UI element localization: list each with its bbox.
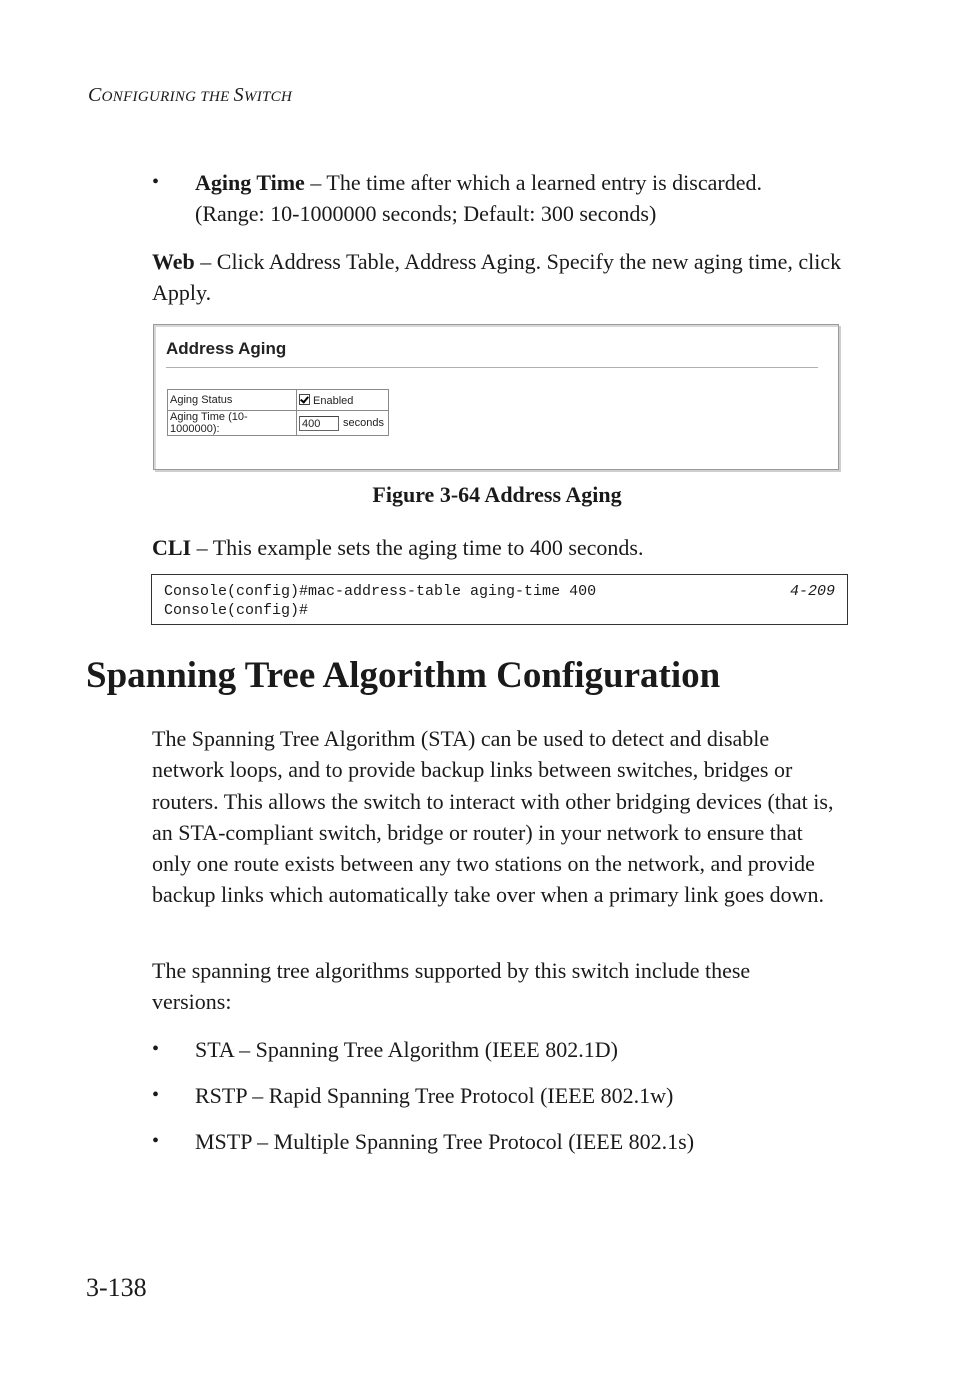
list-item: RSTP – Rapid Spanning Tree Protocol (IEEE 802.1w) bbox=[195, 1083, 674, 1108]
aging-time-cell bbox=[297, 411, 389, 436]
figure-divider bbox=[166, 367, 818, 368]
seconds-unit: seconds bbox=[343, 417, 384, 429]
running-header: CONFIGURING THE SWITCH bbox=[88, 84, 293, 106]
section-title: Spanning Tree Algorithm Configuration bbox=[86, 655, 721, 696]
enabled-checkbox[interactable] bbox=[299, 394, 310, 405]
list-item: MSTP – Multiple Spanning Tree Protocol (IEEE 802.1s) bbox=[195, 1129, 695, 1154]
bullet-marker: • bbox=[152, 1130, 160, 1152]
table-row bbox=[168, 411, 389, 436]
page-number: 3-138 bbox=[86, 1273, 147, 1302]
aging-time-label: Aging Time (10-1000000): bbox=[168, 411, 297, 436]
cli-instructions: CLI – This example sets the aging time to 400 seconds. bbox=[152, 535, 644, 560]
figure-caption: Figure 3-64 Address Aging bbox=[372, 482, 622, 507]
aging-time-input[interactable]: 400 bbox=[299, 416, 339, 431]
aging-settings-table bbox=[167, 389, 389, 436]
list-item: STA – Spanning Tree Algorithm (IEEE 802.1D) bbox=[195, 1037, 618, 1062]
bullet-text: Aging Time – The time after which a learned entry is discarded. (Range: 10-1000000 seconds; Default: 300 seconds) bbox=[195, 170, 762, 226]
bullet-marker: • bbox=[152, 1038, 160, 1060]
table-row bbox=[168, 390, 389, 411]
bullet-marker: • bbox=[152, 171, 160, 193]
aging-status-cell bbox=[297, 390, 389, 411]
aging-status-label: Aging Status bbox=[168, 390, 297, 411]
code-line: Console(config)# bbox=[164, 602, 309, 619]
sta-intro-paragraph: The Spanning Tree Algorithm (STA) can be used to detect and disable network loops, and to provide backup links between switches, bridges or routers. This allows the switch to interact with other bridging devices (that is, an STA-compliant switch, bridge or router) in your network to ensure that only one route exists between any two stations on the network, and provide backup links which automatically take over when a primary link goes down. bbox=[152, 726, 834, 908]
web-instructions: Web – Click Address Table, Address Aging. Specify the new aging time, click Apply. bbox=[152, 249, 842, 306]
bullet-marker: • bbox=[152, 1084, 160, 1106]
versions-paragraph: The spanning tree algorithms supported by this switch include these versions: bbox=[152, 958, 751, 1015]
figure-panel-title: Address Aging bbox=[166, 339, 287, 358]
enabled-label: Enabled bbox=[313, 394, 354, 407]
code-line: Console(config)#mac-address-table aging-time 400 4-209 bbox=[164, 583, 835, 600]
address-aging-screenshot bbox=[153, 324, 839, 470]
cli-code-block bbox=[151, 574, 848, 625]
command-reference: 4-209 bbox=[789, 583, 835, 600]
